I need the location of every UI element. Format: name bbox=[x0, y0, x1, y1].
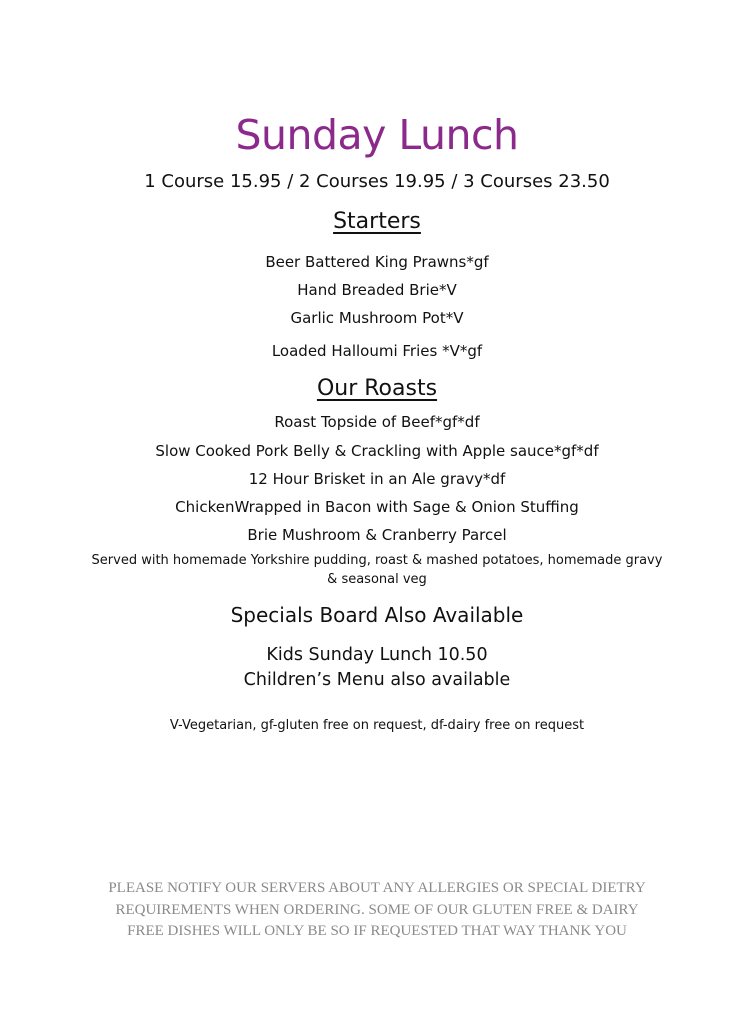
roasts-heading: Our Roasts bbox=[316, 376, 438, 401]
childrens-menu-note: Children’s Menu also available bbox=[243, 670, 511, 690]
dietary-legend: V-Vegetarian, gf-gluten free on request, df-dairy free on request bbox=[169, 718, 585, 733]
kids-lunch-price: Kids Sunday Lunch 10.50 bbox=[266, 645, 488, 665]
roast-item: ChickenWrapped in Bacon with Sage & Onion Stuffing bbox=[175, 498, 579, 516]
roast-item: Roast Topside of Beef*gf*df bbox=[274, 413, 480, 431]
starter-item: Hand Breaded Brie*V bbox=[297, 281, 457, 299]
roast-item: 12 Hour Brisket in an Ale gravy*df bbox=[248, 470, 506, 488]
specials-board-note: Specials Board Also Available bbox=[230, 603, 524, 627]
allergy-notice: PLEASE NOTIFY OUR SERVERS ABOUT ANY ALLERGIES OR SPECIAL DIETRY REQUIREMENTS WHEN ORDERING. SOME OF OUR GLUTEN FREE & DAIRY FREE DISHES WILL ONLY BE SO IF REQUESTED THAT WAY THANK YOU bbox=[108, 880, 646, 939]
course-prices: 1 Course 15.95 / 2 Courses 19.95 / 3 Courses 23.50 bbox=[144, 171, 610, 192]
roast-item: Brie Mushroom & Cranberry Parcel bbox=[247, 526, 507, 544]
served-with-note: Served with homemade Yorkshire pudding, roast & mashed potatoes, homemade gravy & seasonal veg bbox=[91, 553, 663, 587]
starters-heading: Starters bbox=[333, 209, 421, 234]
roast-item: Slow Cooked Pork Belly & Crackling with Apple sauce*gf*df bbox=[155, 442, 599, 460]
starter-item: Garlic Mushroom Pot*V bbox=[290, 309, 464, 327]
starter-item: Beer Battered King Prawns*gf bbox=[265, 253, 489, 271]
starter-item: Loaded Halloumi Fries *V*gf bbox=[271, 342, 483, 360]
menu-title: Sunday Lunch bbox=[235, 111, 519, 159]
